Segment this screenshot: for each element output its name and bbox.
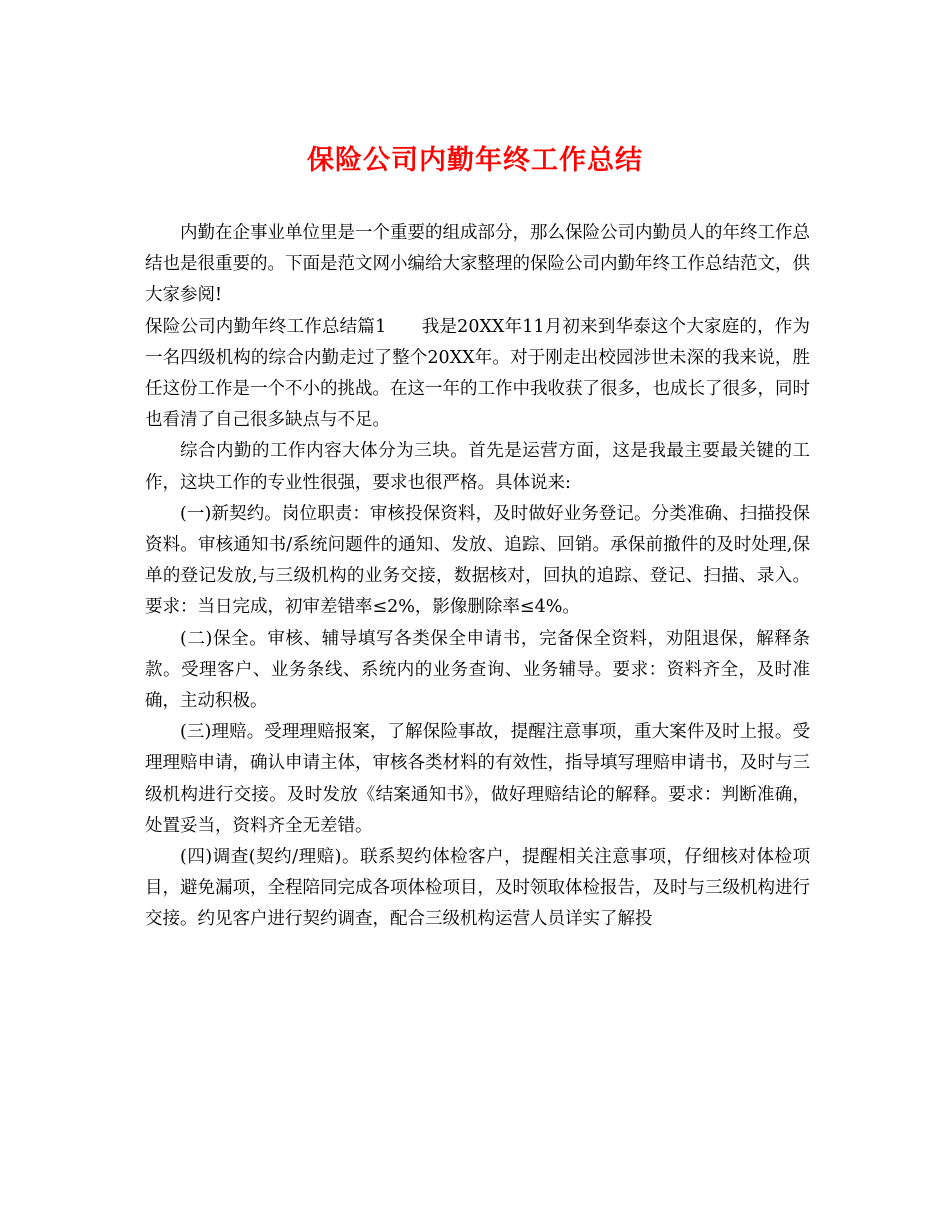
paragraph-work-overview: 综合内勤的工作内容大体分为三块。首先是运营方面，这是我最主要最关键的工作，这块工作的专业性很强，要求也很严格。具体说来: — [145, 441, 810, 493]
paragraph-preservation: (二)保全。审核、辅导填写各类保全申请书，完备保全资料，劝阻退保，解释条款。受理客户、业务条线、系统内的业务查询、业务辅导。要求：资料齐全，及时准确，主动积极。 — [145, 628, 810, 712]
paragraph-new-contract: (一)新契约。岗位职责：审核投保资料，及时做好业务登记。分类准确、扫描投保资料。审核通知书/系统问题件的通知、发放、追踪、回销。承保前撤件的及时处理,保单的登记发放,与三级机构的业务交接，数据核对，回执的追踪、登记、扫描、录入。要求：当日完成，初审差错率≤2%，影像删除率≤4%。 — [145, 503, 810, 618]
paragraph-investigation: (四)调查(契约/理赔)。联系契约体检客户，提醒相关注意事项，仔细核对体检项目，避免漏项，全程陪同完成各项体检项目，及时领取体检报告，及时与三级机构进行交接。约见客户进行契约调查，配合三级机构运营人员详实了解投 — [145, 847, 810, 930]
paragraph-article-1: 保险公司内勤年终工作总结篇1 我是20XX年11月初来到华泰这个大家庭的，作为一名四级机构的综合内勤走过了整个20XX年。对于刚走出校园涉世未深的我来说，胜任这份工作是一个不小的挑战。在这一年的工作中我收获了很多，也成长了很多，同时也看清了自己很多缺点与不足。 — [145, 316, 810, 431]
document-title: 保险公司内勤年终工作总结 — [307, 145, 643, 176]
paragraph-claims: (三)理赔。受理理赔报案，了解保险事故，提醒注意事项，重大案件及时上报。受理理赔申请，确认申请主体，审核各类材料的有效性，指导填写理赔申请书，及时与三级机构进行交接。及时发放《结案通知书》，做好理赔结论的解释。要求：判断准确，处置妥当，资料齐全无差错。 — [145, 722, 810, 836]
paragraph-intro: 内勤在企事业单位里是一个重要的组成部分，那么保险公司内勤员人的年终工作总结也是很重要的。下面是范文网小编给大家整理的保险公司内勤年终工作总结范文，供大家参阅! — [145, 223, 810, 306]
document-body — [145, 218, 810, 936]
